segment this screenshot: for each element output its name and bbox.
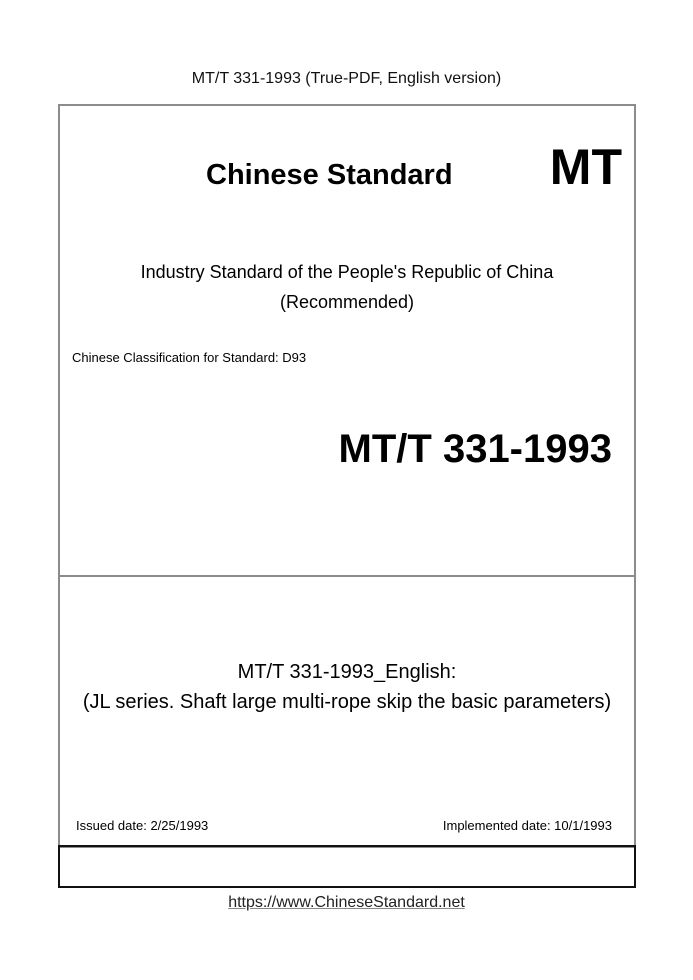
subtitle-line-1: Industry Standard of the People's Republic of China: [140, 262, 554, 282]
implemented-date: Implemented date: 10/1/1993: [442, 818, 612, 833]
issued-date: Issued date: 2/25/1993: [76, 818, 209, 833]
cover-heading: Chinese Standard: [206, 159, 453, 191]
english-title-line-2: (JL series. Shaft large multi-rope skip the basic parameters): [82, 691, 612, 713]
bottom-empty-box: [58, 845, 636, 888]
footer: [0, 894, 693, 912]
cover-frame: [58, 104, 636, 848]
classification-text: Chinese Classification for Standard: D93: [72, 350, 307, 365]
english-title-line-1: MT/T 331-1993_English:: [237, 661, 457, 683]
website-link[interactable]: https://www.ChineseStandard.net: [228, 894, 465, 911]
english-title: [60, 657, 634, 717]
page-header-title: MT/T 331-1993 (True-PDF, English version): [191, 70, 502, 87]
standard-number: MT/T 331-1993: [338, 427, 612, 471]
standard-code: MT: [549, 139, 622, 195]
subtitle-line-2: (Recommended): [279, 292, 415, 312]
section-divider: [60, 575, 634, 577]
cover-subtitle: [60, 257, 634, 317]
